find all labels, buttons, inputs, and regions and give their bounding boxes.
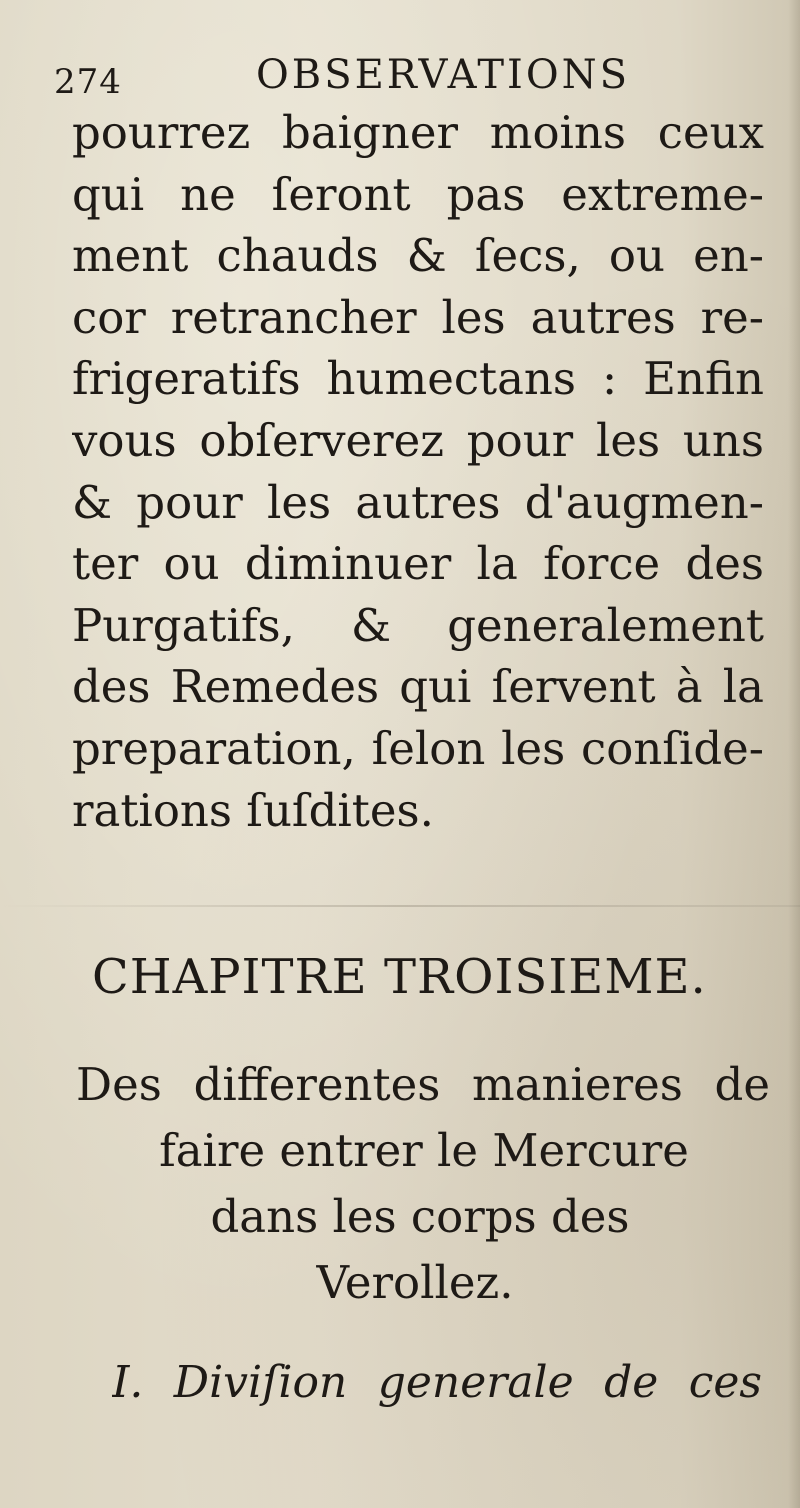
body-line: rations ſuſdites.: [72, 783, 434, 837]
body-line: ter ou diminuer la force des: [72, 537, 764, 591]
page-edge-shadow: [788, 0, 800, 1508]
body-line: pourrez baigner moins ceux: [72, 106, 764, 159]
body-line: des Remedes qui ſervent à la: [72, 660, 764, 714]
running-head: [54, 52, 754, 102]
paper-fold-line: [0, 905, 800, 907]
chapter-subtitle-line: Des differentes manieres de: [76, 1058, 770, 1111]
body-line: vous obſerverez pour les uns: [72, 413, 764, 467]
body-line: cor retrancher les autres re-: [72, 290, 764, 344]
body-line: ment chauds & ſecs, ou en-: [72, 229, 764, 283]
page-number: 274: [54, 62, 122, 102]
body-line: Purgatifs, & generalement: [72, 598, 764, 652]
chapter-subtitle-line: Verollez.: [316, 1256, 514, 1309]
section-heading: I. Diviſion generale de ces: [112, 1357, 762, 1408]
body-line: frigeratifs humectans : Enfin: [72, 352, 764, 406]
chapter-subtitle: [60, 1052, 770, 1316]
chapter-subtitle-line: faire entrer le Mercure: [159, 1124, 689, 1177]
chapter-heading: CHAPITRE TROISIEME.: [92, 949, 707, 1005]
chapter-subtitle-line: dans les corps des: [210, 1190, 630, 1243]
body-line: qui ne ſeront pas extreme-: [72, 167, 764, 221]
body-paragraph: [72, 102, 764, 841]
running-head-title: OBSERVATIONS: [256, 52, 631, 98]
body-line: & pour les autres d'augmen-: [72, 475, 764, 529]
body-line: preparation, ſelon les conſide-: [72, 721, 764, 775]
